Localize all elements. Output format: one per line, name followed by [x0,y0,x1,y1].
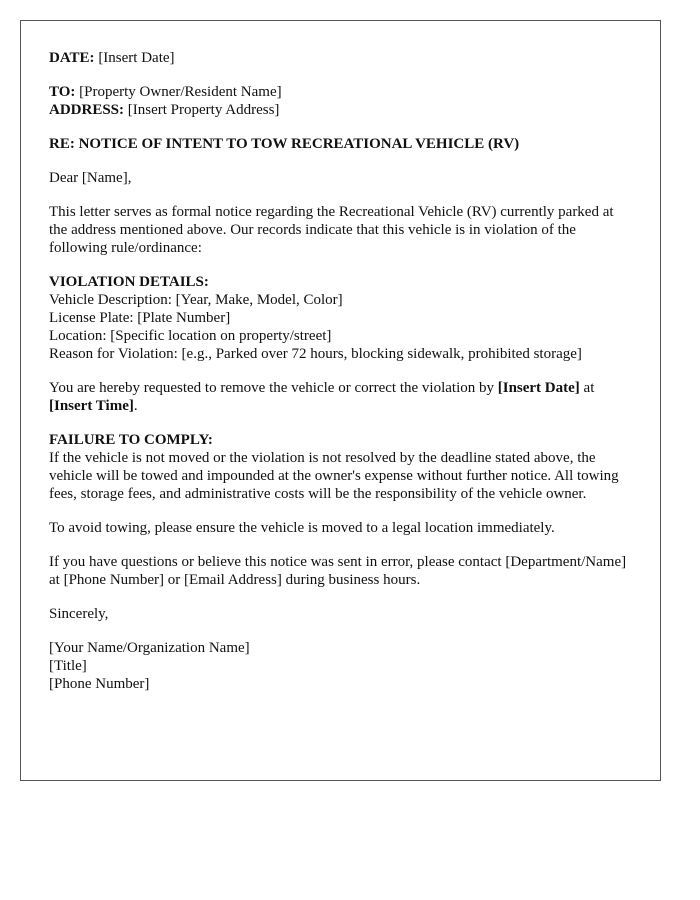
salutation: Dear [Name], [49,170,132,186]
signature-title: [Title] [49,658,87,674]
signature-phone: [Phone Number] [49,676,150,692]
subject-line [49,135,632,153]
deadline-prefix: You are hereby requested to remove the vehicle or correct the violation by [49,380,498,396]
intro-paragraph: This letter serves as formal notice regarding the Recreational Vehicle (RV) currently parked at the address mentioned above. Our records indicate that this vehicle is in violation of the following rule/ordinance: [49,204,614,256]
deadline-suffix: . [133,398,138,414]
failure-heading: FAILURE TO COMPLY: [49,432,213,448]
date-label: DATE: [49,50,95,66]
violation-line: License Plate: [Plate Number] [49,310,231,326]
violation-line: Reason for Violation: [e.g., Parked over 72 hours, blocking sidewalk, prohibited storage] [49,346,582,362]
recipient-block [49,83,632,119]
violation-details [49,273,632,363]
address-label: ADDRESS: [49,102,125,118]
letter-document [20,20,661,781]
closing: Sincerely, [49,606,109,622]
failure-text: If the vehicle is not moved or the violation is not resolved by the deadline stated above, the vehicle will be towed and impounded at the owner's expense without further notice. All towing fees, storage fees, and administrative costs will be the responsibility of the vehicle owner. [49,450,619,502]
signature-name: [Your Name/Organization Name] [49,640,250,656]
failure-section [49,431,632,503]
subject-text: RE: NOTICE OF INTENT TO TOW RECREATIONAL VEHICLE (RV) [49,136,520,152]
date-line [49,49,632,67]
avoid-paragraph: To avoid towing, please ensure the vehicle is moved to a legal location immediately. [49,520,555,536]
date-value: [Insert Date] [94,50,175,66]
deadline-paragraph [49,379,632,415]
address-value: [Insert Property Address] [124,102,280,118]
to-label: TO: [49,84,76,100]
signature-block [49,639,632,693]
violation-heading: VIOLATION DETAILS: [49,274,209,290]
to-value: [Property Owner/Resident Name] [75,84,282,100]
deadline-date: [Insert Date] [497,380,580,396]
violation-line: Location: [Specific location on property/street] [49,328,332,344]
contact-paragraph: If you have questions or believe this notice was sent in error, please contact [Department/Name] at [Phone Number] or [Email Address] during business hours. [49,554,627,588]
deadline-middle: at [579,380,595,396]
violation-line: Vehicle Description: [Year, Make, Model, Color] [49,292,343,308]
deadline-time: [Insert Time] [49,398,134,414]
